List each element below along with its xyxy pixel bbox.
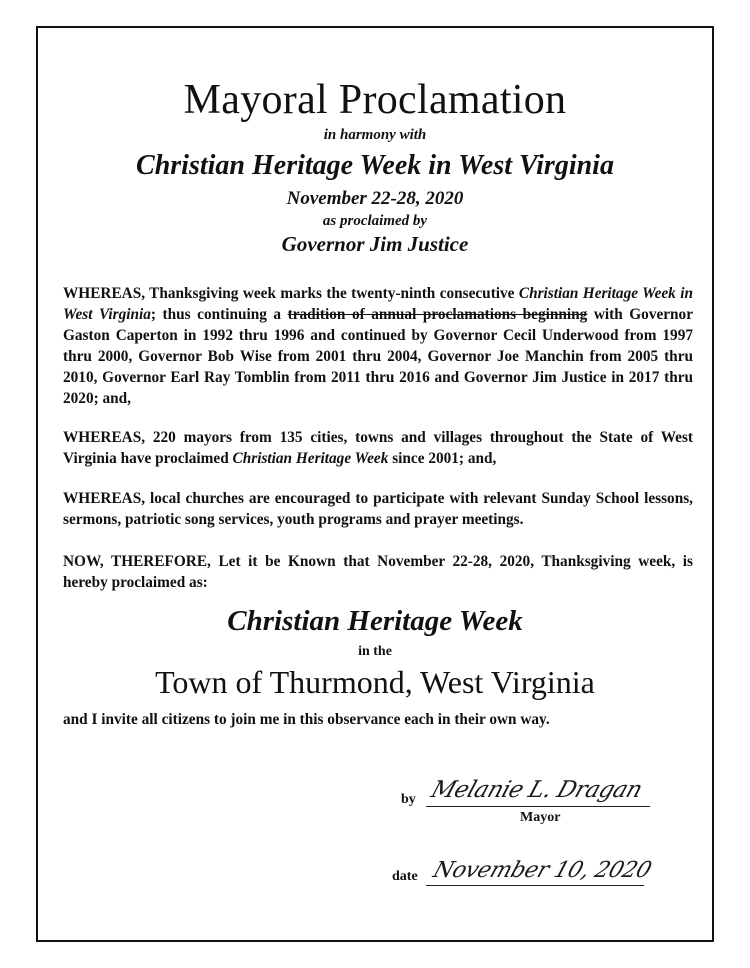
invite-line: and I invite all citizens to join me in this observance each in their own way. <box>63 711 550 728</box>
mayor-signature: Melanie L. Dragan <box>427 777 646 803</box>
handwritten-date: November 10, 2020 <box>429 858 655 883</box>
whereas-text: 220 mayors from 135 cities, towns and villages throughout the State of West Virginia have proclaimed <box>63 429 693 467</box>
whereas-text: Thanksgiving week marks the twenty-ninth consecutive <box>145 285 519 302</box>
whereas-paragraph-3 <box>63 488 693 530</box>
whereas-text: with Governor Gaston Caperton in 1992 thru 1996 and continued by Governor Cecil Underwood from 1997 thru 2000, Governor Bob Wise from 2001 thru 2004, Governor Joe Manchin from 2005 thru 2010, Governor Earl Ray Tomblin from 2011 thru 2016 and Governor Jim Justice in 2017 thru 2020; and, <box>63 306 693 407</box>
town-name: Town of Thurmond, West Virginia <box>155 664 595 700</box>
whereas-paragraph-1 <box>63 283 693 409</box>
whereas-lead: WHEREAS, <box>63 429 146 446</box>
signature-line <box>426 806 650 807</box>
whereas-lead: WHEREAS, <box>63 490 146 507</box>
in-the-line: in the <box>358 644 392 659</box>
therefore-text: Let it be Known that November 22-28, 2020, Thanksgiving week, is hereby proclaimed as: <box>63 553 693 591</box>
whereas-text: local churches are encouraged to participate with relevant Sunday School lessons, sermons, patriotic song services, youth programs and prayer meetings. <box>63 490 693 528</box>
whereas-text: ; thus continuing a <box>150 306 288 323</box>
whereas-paragraph-2 <box>63 427 693 469</box>
by-label: by <box>401 792 416 807</box>
event-name-italic: Christian Heritage Week in West Virginia <box>63 285 693 323</box>
date-label: date <box>392 869 418 884</box>
mayor-label: Mayor <box>520 810 561 825</box>
therefore-paragraph <box>63 551 693 593</box>
date-line <box>426 885 644 886</box>
as-proclaimed-line: as proclaimed by <box>322 213 428 229</box>
event-heading: Christian Heritage Week in West Virginia <box>136 150 614 181</box>
proclaimed-event: Christian Heritage Week <box>227 605 523 637</box>
therefore-lead: NOW, THEREFORE, <box>63 553 211 570</box>
whereas-lead: WHEREAS, <box>63 285 146 302</box>
governor-name: Governor Jim Justice <box>281 232 469 256</box>
struck-text: tradition of annual proclamations beginning <box>287 306 588 323</box>
in-harmony-line: in harmony with <box>323 127 427 143</box>
event-name-italic: Christian Heritage Week <box>232 450 389 467</box>
whereas-text: since 2001; and, <box>388 450 497 467</box>
document-title: Mayoral Proclamation <box>183 77 567 123</box>
event-dates: November 22-28, 2020 <box>286 188 464 209</box>
